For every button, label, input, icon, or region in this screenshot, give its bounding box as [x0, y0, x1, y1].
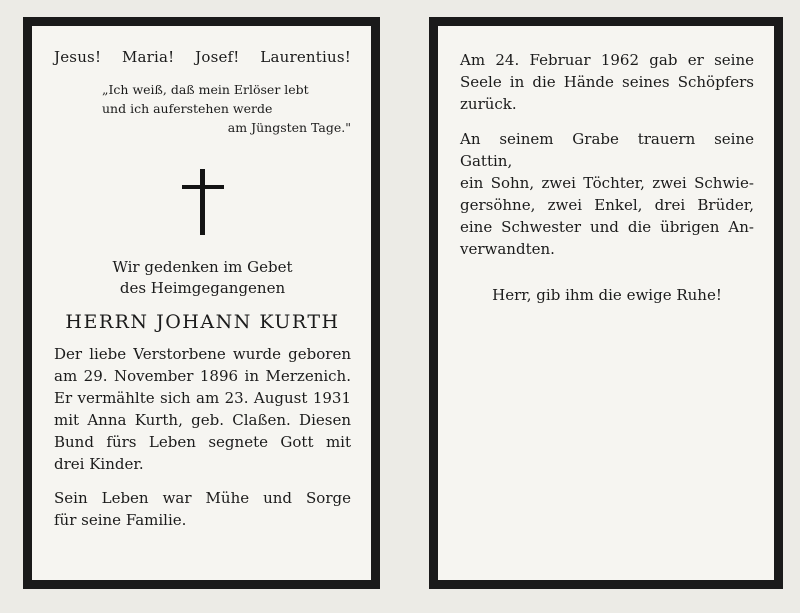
- deceased-name: HERRN JOHANN KURTH: [65, 311, 340, 333]
- quote-line-3: am Jüngsten Tage.": [227, 120, 351, 135]
- card-right-content: [438, 26, 774, 580]
- memorial-card-left: [23, 17, 380, 589]
- cross-icon: [182, 169, 224, 235]
- mourners-line: An seinem Grabe trauern seine Gattin,: [460, 130, 754, 170]
- memorial-card-right: [429, 17, 783, 589]
- bio-line: am 29. November 1896 in Merzenich.: [54, 367, 351, 385]
- closing-prayer: Herr, gib ihm die ewige Ruhe!: [492, 286, 722, 304]
- card-left-content: [32, 26, 371, 580]
- saint-jesus: Jesus!: [54, 48, 102, 66]
- biography-paragraph: [54, 343, 351, 475]
- death-line: zurück.: [460, 95, 517, 113]
- saints-invocation: [54, 48, 351, 66]
- scripture-quote: [102, 80, 351, 137]
- bio-line: Der liebe Verstorbene wurde geboren: [54, 345, 351, 363]
- saint-laurentius: Laurentius!: [260, 48, 351, 66]
- prayer-heading: [54, 257, 351, 299]
- bio-line: drei Kinder.: [54, 455, 144, 473]
- quote-line-2: und ich auferstehen werde: [102, 101, 273, 116]
- bio-line: Bund fürs Leben segnete Gott mit: [54, 433, 351, 451]
- mourners-line: eine Schwester und die übrigen An-: [460, 218, 754, 236]
- life-line: für seine Familie.: [54, 511, 187, 529]
- death-line: Seele in die Hände seines Schöpfers: [460, 73, 754, 91]
- bio-line: Er vermählte sich am 23. August 1931: [54, 389, 351, 407]
- life-paragraph: [54, 487, 351, 531]
- mourners-line: gersöhne, zwei Enkel, drei Brüder,: [460, 196, 754, 214]
- bio-line: mit Anna Kurth, geb. Claßen. Diesen: [54, 411, 351, 429]
- quote-line-1: „Ich weiß, daß mein Erlöser lebt: [102, 82, 309, 97]
- death-paragraph: [460, 49, 754, 115]
- prayer-heading-line-1: Wir gedenken im Gebet: [112, 258, 293, 276]
- life-line: Sein Leben war Mühe und Sorge: [54, 489, 351, 507]
- biography: [54, 343, 351, 531]
- mourners-paragraph: [460, 128, 754, 260]
- saint-josef: Josef!: [195, 48, 240, 66]
- prayer-heading-line-2: des Heimgegangenen: [119, 279, 286, 297]
- saint-maria: Maria!: [121, 48, 175, 66]
- death-and-mourners: [460, 49, 754, 260]
- death-line: Am 24. Februar 1962 gab er seine: [460, 51, 754, 69]
- mourners-line: verwandten.: [460, 240, 555, 258]
- mourners-line: ein Sohn, zwei Töchter, zwei Schwie-: [460, 174, 754, 192]
